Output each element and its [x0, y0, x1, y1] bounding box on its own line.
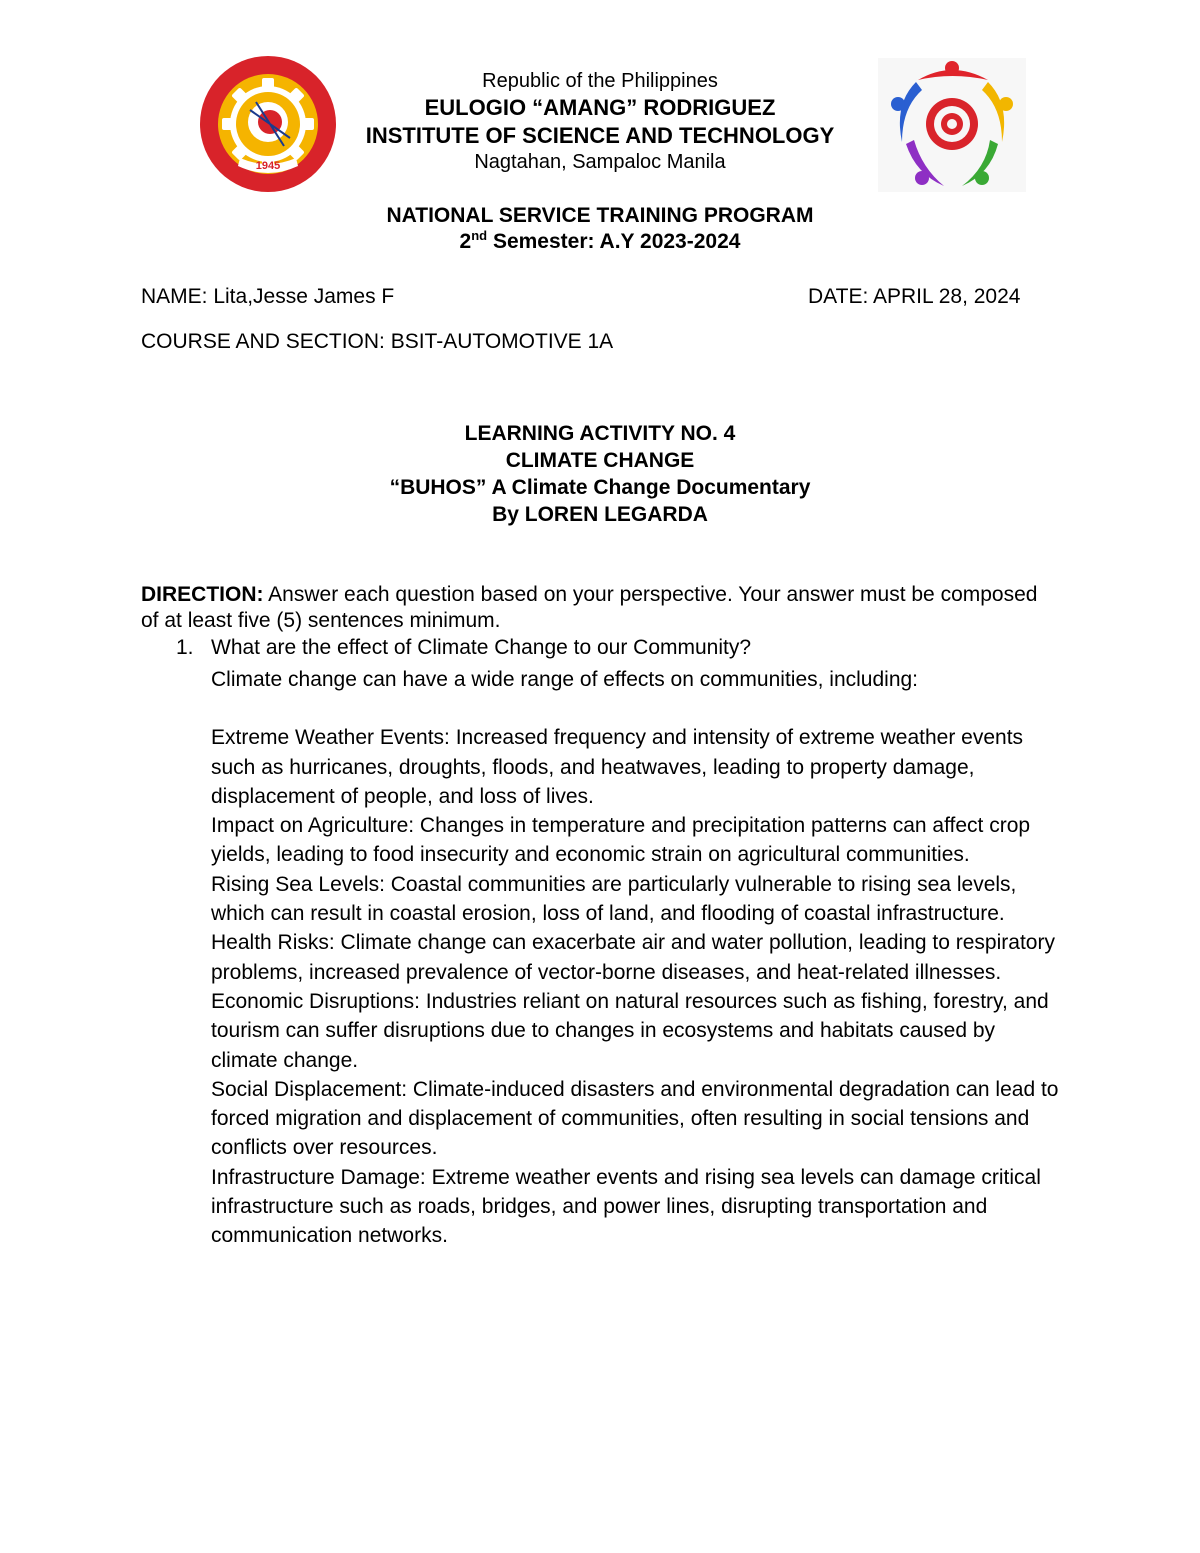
course-section: COURSE AND SECTION: BSIT-AUTOMOTIVE 1A: [141, 330, 614, 353]
semester-number: 2: [459, 230, 472, 253]
semester-rest: Semester: A.Y 2023-2024: [487, 230, 741, 253]
institute-address: Nagtahan, Sampaloc Manila: [474, 151, 726, 173]
answer-item-extreme-weather: Extreme Weather Events: Increased frequency and intensity of extreme weather events such as hurricanes, droughts, floods, and heatwaves, leading to property damage, displacement of people, and loss of lives.: [211, 726, 1024, 808]
activity-topic: CLIMATE CHANGE: [505, 449, 695, 472]
answer-item-agriculture: Impact on Agriculture: Changes in temperature and precipitation patterns can affect crop yields, leading to food insecurity and economic strain on agricultural communities.: [211, 814, 1031, 867]
program-title: NATIONAL SERVICE TRAINING PROGRAM: [386, 204, 814, 227]
documentary-title: “BUHOS” A Climate Change Documentary: [389, 476, 811, 499]
direction-text: Answer each question based on your perspective. Your answer must be composed of at least five (5) sentences minimum.: [141, 583, 1038, 632]
direction-label: DIRECTION:: [141, 583, 264, 606]
activity-title-block: [200, 420, 1000, 528]
question-text: What are the effect of Climate Change to our Community?: [211, 636, 752, 659]
answer-block: [211, 665, 1061, 1251]
republic-line: Republic of the Philippines: [482, 70, 718, 92]
submission-date: DATE: APRIL 28, 2024: [808, 285, 1021, 308]
direction-paragraph: [141, 582, 1051, 634]
answer-item-health-risks: Health Risks: Climate change can exacerbate air and water pollution, leading to respiratory problems, increased prevalence of vector-borne diseases, and heat-related illnesses.: [211, 931, 1055, 984]
answer-intro: Climate change can have a wide range of effects on communities, including:: [211, 668, 919, 691]
activity-number: LEARNING ACTIVITY NO. 4: [464, 422, 736, 445]
question-item: [176, 636, 751, 660]
student-name: NAME: Lita,Jesse James F: [141, 285, 395, 308]
seal-year-text: 1945: [255, 160, 281, 172]
answer-item-economic: Economic Disruptions: Industries reliant on natural resources such as fishing, forestry, and tourism can suffer disruptions due to changes in ecosystems and habitats caused by climate change.: [211, 989, 1049, 1072]
semester-superscript: nd: [471, 228, 488, 243]
semester-line: [200, 230, 1000, 254]
nstp-program-logo: [878, 58, 1026, 192]
institute-name-line1: EULOGIO “AMANG” RODRIGUEZ: [424, 95, 776, 120]
answer-spacer: [211, 694, 1061, 723]
answer-item-infrastructure: Infrastructure Damage: Extreme weather events and rising sea levels can damage critical infrastructure such as roads, bridges, and power lines, disrupting transportation and communication networks.: [211, 1165, 1041, 1248]
answer-item-sea-levels: Rising Sea Levels: Coastal communities are particularly vulnerable to rising sea levels, which can result in coastal erosion, loss of land, and flooding of coastal infrastructure.: [211, 872, 1017, 926]
answer-item-social-displacement: Social Displacement: Climate-induced disasters and environmental degradation can lead to forced migration and displacement of communities, often resulting in social tensions and conflicts over resources.: [211, 1077, 1059, 1160]
documentary-author: By LOREN LEGARDA: [492, 503, 708, 526]
question-number: 1.: [176, 636, 194, 659]
institute-name-line2: INSTITUTE OF SCIENCE AND TECHNOLOGY: [365, 123, 835, 148]
